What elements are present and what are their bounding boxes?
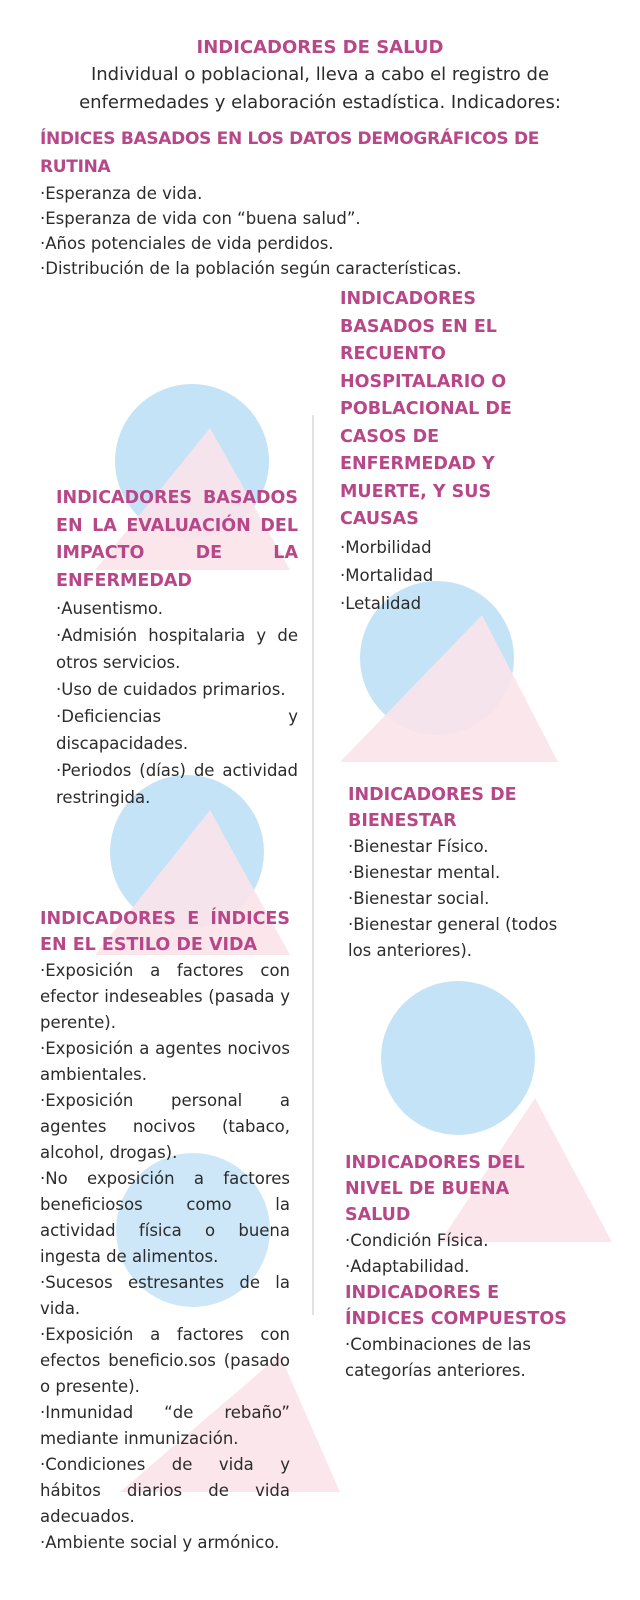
- list-item: ·No exposición a factores beneficiosos como la actividad física o buena ingesta de alimentos.: [40, 1169, 290, 1266]
- item-list: [40, 958, 290, 1556]
- list-item: ·Ambiente social y armónico.: [40, 1533, 280, 1552]
- page-header: [40, 35, 600, 117]
- section-hospital-count: [340, 286, 575, 618]
- section-composite: [345, 1280, 575, 1384]
- page-title: INDICADORES DE SALUD: [196, 37, 444, 58]
- list-item: ·Admisión hospitalaria y de otros servicios.: [56, 626, 298, 672]
- section-disease-impact: [56, 485, 298, 811]
- section-heading: INDICADORES BASADOS EN EL RECUENTO HOSPITALARIO O POBLACIONAL DE CASOS DE ENFERMEDAD Y MUERTE, Y SUS CAUSAS: [340, 289, 512, 529]
- section-demographic: [40, 126, 600, 281]
- item-list: [340, 534, 575, 618]
- list-item: ·Bienestar mental.: [348, 863, 501, 882]
- list-item: ·Deficiencias y discapacidades.: [56, 707, 298, 753]
- item-list: [345, 1228, 575, 1280]
- list-item: ·Esperanza de vida con “buena salud”.: [40, 209, 361, 228]
- section-heading: ÍNDICES BASADOS EN LOS DATOS DEMOGRÁFICOS DE RUTINA: [40, 129, 540, 177]
- list-item: ·Distribución de la población según características.: [40, 259, 462, 278]
- list-item: ·Inmunidad “de rebaño” mediante inmunización.: [40, 1403, 290, 1448]
- list-item: ·Adaptabilidad.: [345, 1257, 470, 1276]
- list-item: ·Combinaciones de las categorías anteriores.: [345, 1335, 531, 1380]
- item-list: [56, 595, 298, 811]
- section-lifestyle: [40, 906, 290, 1556]
- section-wellbeing: [348, 782, 563, 964]
- section-heading: INDICADORES E ÍNDICES COMPUESTOS: [345, 1283, 567, 1329]
- list-item: ·Exposición a agentes nocivos ambientales.: [40, 1039, 290, 1084]
- list-item: ·Bienestar Físico.: [348, 837, 489, 856]
- list-item: ·Años potenciales de vida perdidos.: [40, 234, 334, 253]
- item-list: [345, 1332, 575, 1384]
- section-heading: INDICADORES DEL NIVEL DE BUENA SALUD: [345, 1153, 525, 1225]
- list-item: ·Mortalidad: [340, 565, 434, 585]
- list-item: ·Uso de cuidados primarios.: [56, 680, 286, 699]
- page-subtitle: Individual o poblacional, lleva a cabo el registro de enfermedades y elaboración estadística. Indicadores:: [79, 64, 561, 113]
- section-heading: INDICADORES BASADOS EN LA EVALUACIÓN DEL IMPACTO DE LA ENFERMEDAD: [56, 488, 298, 591]
- list-item: ·Exposición personal a agentes nocivos (tabaco, alcohol, drogas).: [40, 1091, 290, 1162]
- list-item: ·Ausentismo.: [56, 599, 163, 618]
- list-item: ·Letalidad: [340, 593, 422, 613]
- list-item: ·Condiciones de vida y hábitos diarios de vida adecuados.: [40, 1455, 290, 1526]
- list-item: ·Exposición a factores con efector indeseables (pasada y perente).: [40, 961, 290, 1032]
- list-item: ·Periodos (días) de actividad restringida.: [56, 761, 298, 807]
- section-heading: INDICADORES DE BIENESTAR: [348, 785, 517, 831]
- item-list: [40, 181, 600, 281]
- list-item: ·Exposición a factores con efectos beneficio.sos (pasado o presente).: [40, 1325, 290, 1396]
- section-heading: INDICADORES E ÍNDICES EN EL ESTILO DE VIDA: [40, 909, 290, 955]
- list-item: ·Bienestar social.: [348, 889, 490, 908]
- list-item: ·Sucesos estresantes de la vida.: [40, 1273, 290, 1318]
- list-item: ·Condición Física.: [345, 1231, 489, 1250]
- item-list: [348, 834, 563, 964]
- section-good-health: [345, 1150, 575, 1280]
- blue-circle: [381, 981, 535, 1135]
- list-item: ·Morbilidad: [340, 537, 432, 557]
- list-item: ·Bienestar general (todos los anteriores).: [348, 915, 558, 960]
- list-item: ·Esperanza de vida.: [40, 184, 203, 203]
